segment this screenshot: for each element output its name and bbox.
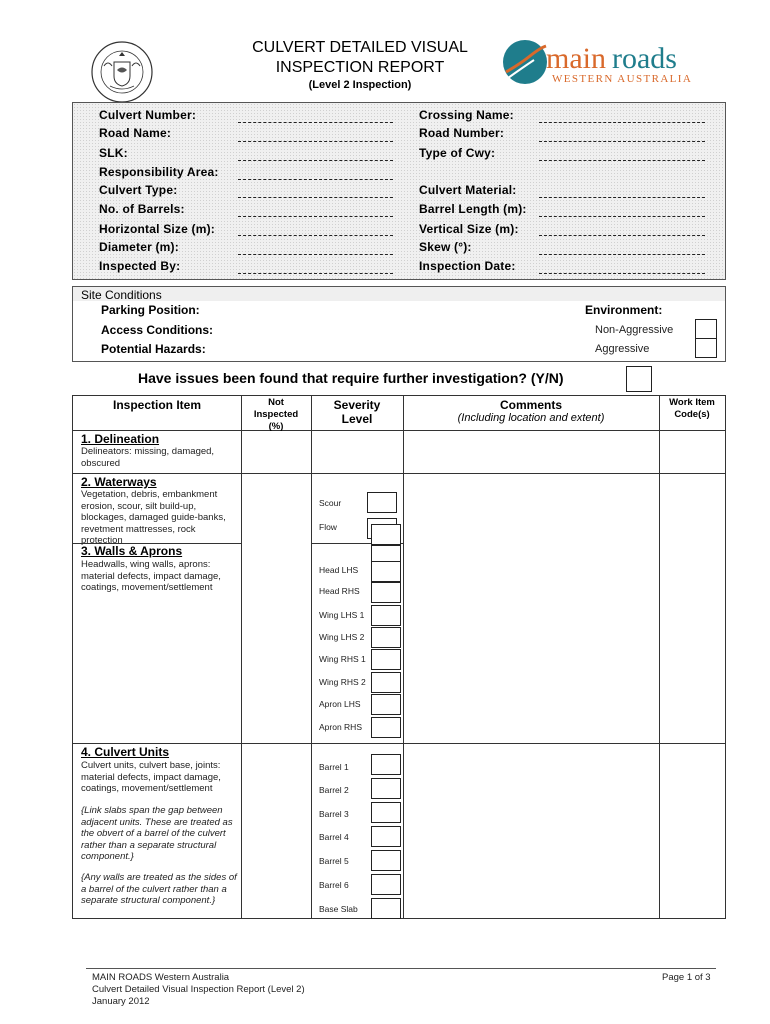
government-crest-logo bbox=[90, 40, 154, 104]
field-diameter-input[interactable] bbox=[238, 254, 393, 255]
field-road-name-label: Road Name: bbox=[99, 126, 172, 140]
severity-box-wing-lhs-1[interactable] bbox=[371, 605, 401, 626]
footer-org: MAIN ROADS Western Australia bbox=[92, 972, 230, 983]
severity-box-barrel-6[interactable] bbox=[371, 874, 401, 895]
field-responsibility-area-label: Responsibility Area: bbox=[99, 165, 219, 179]
non-aggressive-checkbox[interactable] bbox=[695, 319, 717, 339]
header-severity bbox=[311, 398, 403, 426]
row-divider bbox=[73, 473, 725, 474]
section-delineation-title: 1. Delineation bbox=[81, 432, 160, 446]
field-skew-input[interactable] bbox=[539, 254, 705, 255]
inspection-table bbox=[72, 395, 726, 919]
site-conditions-header-bar bbox=[73, 287, 725, 301]
header-comments-sub: (Including location and extent) bbox=[457, 412, 605, 424]
field-crossing-name-input[interactable] bbox=[539, 122, 705, 123]
culvert-details-box bbox=[72, 102, 726, 280]
field-type-of-cwy-label: Type of Cwy: bbox=[419, 146, 496, 160]
sub-item-label: Wing LHS 1 bbox=[319, 610, 365, 620]
field-no-of-barrels-input[interactable] bbox=[238, 216, 393, 217]
potential-hazards-label: Potential Hazards: bbox=[101, 342, 206, 356]
field-type-of-cwy-input[interactable] bbox=[539, 160, 705, 161]
further-investigation-yn-box[interactable] bbox=[626, 366, 652, 392]
section-delineation-desc: Delineators: missing, damaged, obscured bbox=[81, 446, 215, 469]
sub-item-label: Barrel 5 bbox=[319, 856, 349, 866]
severity-box-wing-lhs-2[interactable] bbox=[371, 627, 401, 648]
header-severity-line2: Level bbox=[341, 412, 373, 426]
field-crossing-name-label: Crossing Name: bbox=[419, 108, 514, 122]
field-culvert-material-label: Culvert Material: bbox=[419, 183, 517, 197]
severity-box-barrel-4[interactable] bbox=[371, 826, 401, 847]
report-subtitle: (Level 2 Inspection) bbox=[308, 79, 412, 91]
field-culvert-material-input[interactable] bbox=[539, 197, 705, 198]
sub-item-label: Head RHS bbox=[319, 586, 360, 596]
severity-box-wing-rhs-2[interactable] bbox=[371, 672, 401, 693]
section-culvert-units-note-walls: {Any walls are treated as the sides of a barrel of the culvert rather than a separate structural component.} bbox=[81, 872, 237, 906]
sub-item-label: Barrel 1 bbox=[319, 762, 349, 772]
header-severity-line1: Severity bbox=[333, 398, 381, 412]
field-road-name-input[interactable] bbox=[238, 141, 393, 142]
title-line-1: CULVERT DETAILED VISUAL bbox=[252, 39, 468, 56]
header-work-item-line1: Work Item bbox=[669, 397, 715, 408]
footer-date: January 2012 bbox=[92, 996, 150, 1007]
logo-roads-text: roads bbox=[612, 42, 677, 75]
field-skew-label: Skew (°): bbox=[419, 240, 472, 254]
page-number: Page 1 of 3 bbox=[662, 972, 711, 983]
field-vertical-size-label: Vertical Size (m): bbox=[419, 222, 519, 236]
header-work-item-line2: Code(s) bbox=[674, 409, 710, 420]
header-work-item bbox=[659, 397, 725, 421]
sub-item-label: Flow bbox=[319, 522, 337, 532]
sub-item-label: Wing RHS 2 bbox=[319, 677, 366, 687]
further-investigation-question: Have issues been found that require further investigation? (Y/N) bbox=[138, 370, 564, 386]
field-diameter-label: Diameter (m): bbox=[99, 240, 179, 254]
column-divider bbox=[659, 396, 660, 918]
title-line-2: INSPECTION REPORT bbox=[275, 59, 445, 76]
field-inspected-by-input[interactable] bbox=[238, 273, 393, 274]
sub-item-label: Scour bbox=[319, 498, 342, 508]
footer-info bbox=[92, 972, 305, 1008]
main-roads-logo bbox=[500, 38, 710, 90]
severity-box-barrel-2[interactable] bbox=[371, 778, 401, 799]
field-horizontal-size-input[interactable] bbox=[238, 235, 393, 236]
field-vertical-size-input[interactable] bbox=[539, 235, 705, 236]
severity-box-apron-lhs[interactable] bbox=[371, 694, 401, 715]
parking-position-label: Parking Position: bbox=[101, 303, 200, 317]
field-responsibility-area-input[interactable] bbox=[238, 179, 393, 180]
field-road-number-label: Road Number: bbox=[419, 126, 505, 140]
header-row-divider bbox=[73, 430, 725, 431]
field-barrel-length-input[interactable] bbox=[539, 216, 705, 217]
section-walls-aprons-desc: Headwalls, wing walls, aprons: material defects, impact damage, coatings, movement/settlement bbox=[81, 559, 221, 593]
field-inspected-by-label: Inspected By: bbox=[99, 259, 181, 273]
sub-item-label: Apron LHS bbox=[319, 699, 361, 709]
section-waterways-title: 2. Waterways bbox=[81, 475, 157, 489]
severity-box-scour[interactable] bbox=[367, 492, 397, 513]
section-culvert-units-title: 4. Culvert Units bbox=[81, 745, 170, 759]
severity-box-barrel-3[interactable] bbox=[371, 802, 401, 823]
non-aggressive-label: Non-Aggressive bbox=[595, 324, 674, 336]
severity-box-apron-rhs[interactable] bbox=[371, 717, 401, 738]
field-slk-label: SLK: bbox=[99, 146, 128, 160]
sub-item-label: Barrel 6 bbox=[319, 880, 349, 890]
header-not-inspected bbox=[241, 397, 311, 433]
field-inspection-date-input[interactable] bbox=[539, 273, 705, 274]
header-not-inspected-line1: Not bbox=[268, 397, 284, 408]
section-waterways-desc: Vegetation, debris, embankment erosion, scour, silt build-up, blockages, damaged guide-banks, revetment mattresses, rock protection bbox=[81, 489, 226, 546]
sub-item-label: Apron RHS bbox=[319, 722, 362, 732]
sub-item-label: Barrel 2 bbox=[319, 785, 349, 795]
sub-item-label: Wing RHS 1 bbox=[319, 654, 366, 664]
severity-box-overlap[interactable] bbox=[371, 524, 401, 545]
field-barrel-length-label: Barrel Length (m): bbox=[419, 202, 527, 216]
sub-item-label: Head LHS bbox=[319, 565, 359, 575]
field-culvert-type-label: Culvert Type: bbox=[99, 183, 178, 197]
sub-item-label: Barrel 4 bbox=[319, 832, 349, 842]
severity-box-barrel-1[interactable] bbox=[371, 754, 401, 775]
severity-box-head-lhs[interactable] bbox=[371, 561, 401, 582]
field-no-of-barrels-label: No. of Barrels: bbox=[99, 202, 185, 216]
severity-box-head-rhs[interactable] bbox=[371, 582, 401, 603]
severity-box-base-slab[interactable] bbox=[371, 898, 401, 919]
site-conditions-box bbox=[72, 286, 726, 362]
logo-main-text: main bbox=[546, 42, 606, 75]
column-divider bbox=[311, 396, 312, 918]
field-slk-input[interactable] bbox=[238, 160, 393, 161]
footer-divider bbox=[86, 968, 716, 969]
footer-doc-title: Culvert Detailed Visual Inspection Report (Level 2) bbox=[92, 984, 305, 995]
field-culvert-number-label: Culvert Number: bbox=[99, 108, 197, 122]
section-culvert-units-note-link-slabs: {Link slabs span the gap between adjacent units. These are treated as the obvert of a barrel of the culvert rather than a separate structural component.} bbox=[81, 805, 233, 862]
logo-sub-text: WESTERN AUSTRALIA bbox=[552, 73, 693, 85]
header-not-inspected-line3: (%) bbox=[268, 421, 284, 432]
aggressive-checkbox[interactable] bbox=[695, 338, 717, 358]
column-divider bbox=[403, 396, 404, 918]
header-not-inspected-line2: Inspected bbox=[253, 409, 299, 420]
header-comments: Comments bbox=[499, 398, 562, 412]
sub-item-label: Barrel 3 bbox=[319, 809, 349, 819]
environment-label: Environment: bbox=[585, 303, 663, 317]
access-conditions-label: Access Conditions: bbox=[101, 323, 214, 337]
sub-item-label: Wing LHS 2 bbox=[319, 632, 365, 642]
field-horizontal-size-label: Horizontal Size (m): bbox=[99, 222, 216, 236]
sub-item-label: Base Slab bbox=[319, 904, 358, 914]
column-divider bbox=[241, 396, 242, 918]
section-walls-aprons-title: 3. Walls & Aprons bbox=[81, 544, 183, 558]
row-divider bbox=[73, 743, 725, 744]
field-inspection-date-label: Inspection Date: bbox=[419, 259, 516, 273]
field-culvert-number-input[interactable] bbox=[238, 122, 393, 123]
field-culvert-type-input[interactable] bbox=[238, 197, 393, 198]
section-culvert-units-desc: Culvert units, culvert base, joints: material defects, impact damage, coatings, movement/settlement bbox=[81, 760, 221, 794]
report-title bbox=[200, 38, 520, 78]
severity-box-barrel-5[interactable] bbox=[371, 850, 401, 871]
site-conditions-heading: Site Conditions bbox=[81, 288, 162, 302]
severity-box-wing-rhs-1[interactable] bbox=[371, 649, 401, 670]
aggressive-label: Aggressive bbox=[595, 343, 650, 355]
header-inspection-item: Inspection Item bbox=[112, 398, 201, 412]
field-road-number-input[interactable] bbox=[539, 141, 705, 142]
